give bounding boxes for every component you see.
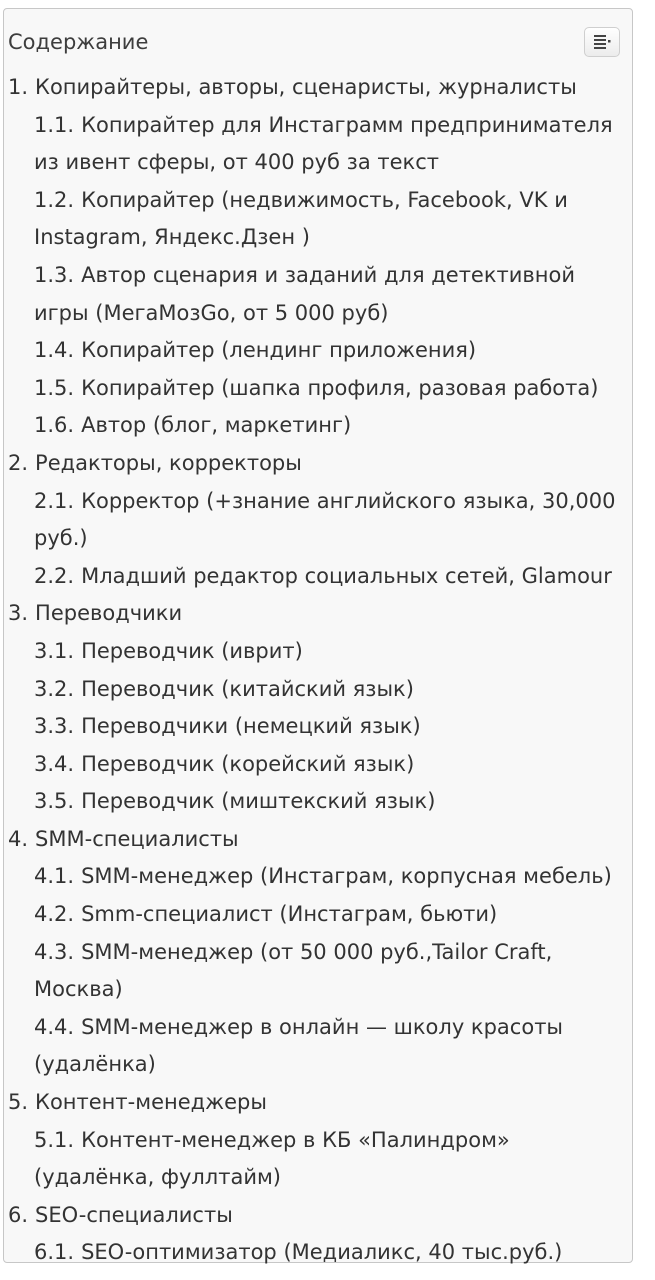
toc-subitem-label: Копирайтер (недвижимость, Facebook, VK и Instagram, Яндекс.Дзен )	[34, 187, 568, 250]
toc-subitem-number: 1.6.	[34, 413, 75, 438]
toc-subitem-number: 4.4.	[34, 1014, 75, 1039]
toc-section-number: 5.	[8, 1090, 29, 1115]
toc-subitem-link[interactable]	[34, 934, 626, 1009]
toc-section-link[interactable]	[8, 69, 626, 107]
list-toggle-icon	[594, 35, 612, 49]
toc-subitem-label: Автор (блог, маркетинг)	[81, 413, 352, 438]
toc-subitem-number: 1.3.	[34, 262, 75, 287]
toc-subitem-number: 4.3.	[34, 939, 75, 964]
toc-title: Содержание	[8, 30, 149, 54]
toc-subitem-link[interactable]	[34, 708, 626, 746]
toc-section-link[interactable]	[8, 1197, 626, 1235]
toc-subitem-link[interactable]	[34, 783, 626, 821]
toc-subitem-link[interactable]	[34, 407, 626, 445]
toc-subitem-label: Корректор (+знание английского языка, 30,000 руб.)	[34, 488, 616, 551]
toc-subitem-label: Переводчик (китайский язык)	[81, 676, 414, 701]
toc-section-link[interactable]	[8, 445, 626, 483]
toc-list	[8, 69, 626, 1272]
toc-toggle-button[interactable]	[584, 27, 620, 57]
toc-subitem-label: Копирайтер (шапка профиля, разовая работа)	[81, 375, 599, 400]
toc-subitem-link[interactable]	[34, 107, 626, 182]
toc-subitem-link[interactable]	[34, 858, 626, 896]
toc-section-number: 2.	[8, 450, 29, 475]
toc-section	[8, 821, 626, 1084]
toc-sublist	[8, 483, 626, 596]
toc-section-label: Переводчики	[35, 601, 183, 626]
toc-section-label: Контент-менеджеры	[35, 1090, 267, 1115]
toc-subitem-link[interactable]	[34, 257, 626, 332]
toc-section	[8, 445, 626, 595]
toc-subitem-link[interactable]	[34, 896, 626, 934]
toc-subitem-label: Переводчик (иврит)	[81, 638, 303, 663]
toc-subitem-link[interactable]	[34, 633, 626, 671]
toc-section-link[interactable]	[8, 1084, 626, 1122]
toc-subitem-link[interactable]	[34, 1234, 626, 1272]
toc-sublist	[8, 858, 626, 1084]
toc-subitem-link[interactable]	[34, 332, 626, 370]
toc-subitem-link[interactable]	[34, 671, 626, 709]
toc-section	[8, 69, 626, 445]
toc-subitem-label: SMM-менеджер (Инстаграм, корпусная мебель)	[81, 864, 612, 889]
toc-section-link[interactable]	[8, 595, 626, 633]
toc-section	[8, 1084, 626, 1197]
toc-subitem-number: 4.2.	[34, 902, 75, 927]
toc-subitem-link[interactable]	[34, 746, 626, 784]
toc-subitem-label: Копирайтер для Инстаграмм предпринимателя из ивент сферы, от 400 руб за текст	[34, 112, 613, 175]
toc-subitem-link[interactable]	[34, 483, 626, 558]
toc-subitem-number: 1.5.	[34, 375, 75, 400]
toc-subitem-number: 3.4.	[34, 751, 75, 776]
toc-subitem-label: Smm-специалист (Инстаграм, бьюти)	[81, 902, 498, 927]
toc-subitem-label: Копирайтер (лендинг приложения)	[81, 338, 477, 363]
toc-subitem-label: SMM-менеджер в онлайн — школу красоты (удалёнка)	[34, 1014, 564, 1077]
toc-section-label: SEO-специалисты	[35, 1202, 233, 1227]
toc-subitem-number: 3.3.	[34, 714, 75, 739]
toc-subitem-number: 1.4.	[34, 338, 75, 363]
table-of-contents	[3, 8, 633, 1263]
toc-section-label: SMM-специалисты	[35, 826, 239, 851]
toc-subitem-label: Переводчик (корейский язык)	[81, 751, 415, 776]
toc-subitem-link[interactable]	[34, 1009, 626, 1084]
toc-section-number: 1.	[8, 75, 29, 99]
toc-sublist	[8, 633, 626, 821]
toc-subitem-link[interactable]	[34, 1122, 626, 1197]
toc-sublist	[8, 1122, 626, 1197]
toc-subitem-label: Переводчик (миштекский язык)	[81, 789, 436, 814]
toc-subitem-label: SEO-оптимизатор (Медиаликс, 40 тыс.руб.)	[81, 1240, 563, 1265]
toc-subitem-number: 2.2.	[34, 563, 75, 588]
toc-subitem-number: 3.1.	[34, 638, 75, 663]
toc-section-number: 4.	[8, 826, 29, 851]
toc-subitem-link[interactable]	[34, 182, 626, 257]
toc-subitem-label: Переводчики (немецкий язык)	[81, 714, 421, 739]
toc-sublist	[8, 107, 626, 445]
toc-section-number: 6.	[8, 1202, 29, 1227]
toc-section-link[interactable]	[8, 821, 626, 859]
toc-section-number: 3.	[8, 601, 29, 626]
toc-subitem-number: 1.2.	[34, 187, 75, 212]
toc-subitem-label: Контент-менеджер в КБ «Палиндром» (удалёнка, фуллтайм)	[34, 1127, 510, 1190]
toc-sublist	[8, 1234, 626, 1272]
toc-subitem-number: 1.1.	[34, 112, 75, 137]
toc-subitem-label: Автор сценария и заданий для детективной игры (МегаМозGo, от 5 000 руб)	[34, 262, 576, 325]
toc-subitem-number: 3.2.	[34, 676, 75, 701]
toc-subitem-label: Младший редактор социальных сетей, Glamour	[81, 563, 612, 588]
toc-subitem-label: SMM-менеджер (от 50 000 руб.,Tailor Craft, Москва)	[34, 939, 553, 1002]
toc-subitem-number: 4.1.	[34, 864, 75, 889]
toc-subitem-number: 5.1.	[34, 1127, 75, 1152]
toc-section	[8, 595, 626, 821]
toc-section-label: Копирайтеры, авторы, сценаристы, журналисты	[35, 75, 577, 99]
toc-subitem-number: 2.1.	[34, 488, 75, 513]
toc-subitem-link[interactable]	[34, 558, 626, 596]
toc-subitem-link[interactable]	[34, 370, 626, 408]
toc-section	[8, 1197, 626, 1272]
toc-subitem-number: 6.1.	[34, 1240, 75, 1265]
toc-subitem-number: 3.5.	[34, 789, 75, 814]
toc-section-label: Редакторы, корректоры	[35, 450, 302, 475]
